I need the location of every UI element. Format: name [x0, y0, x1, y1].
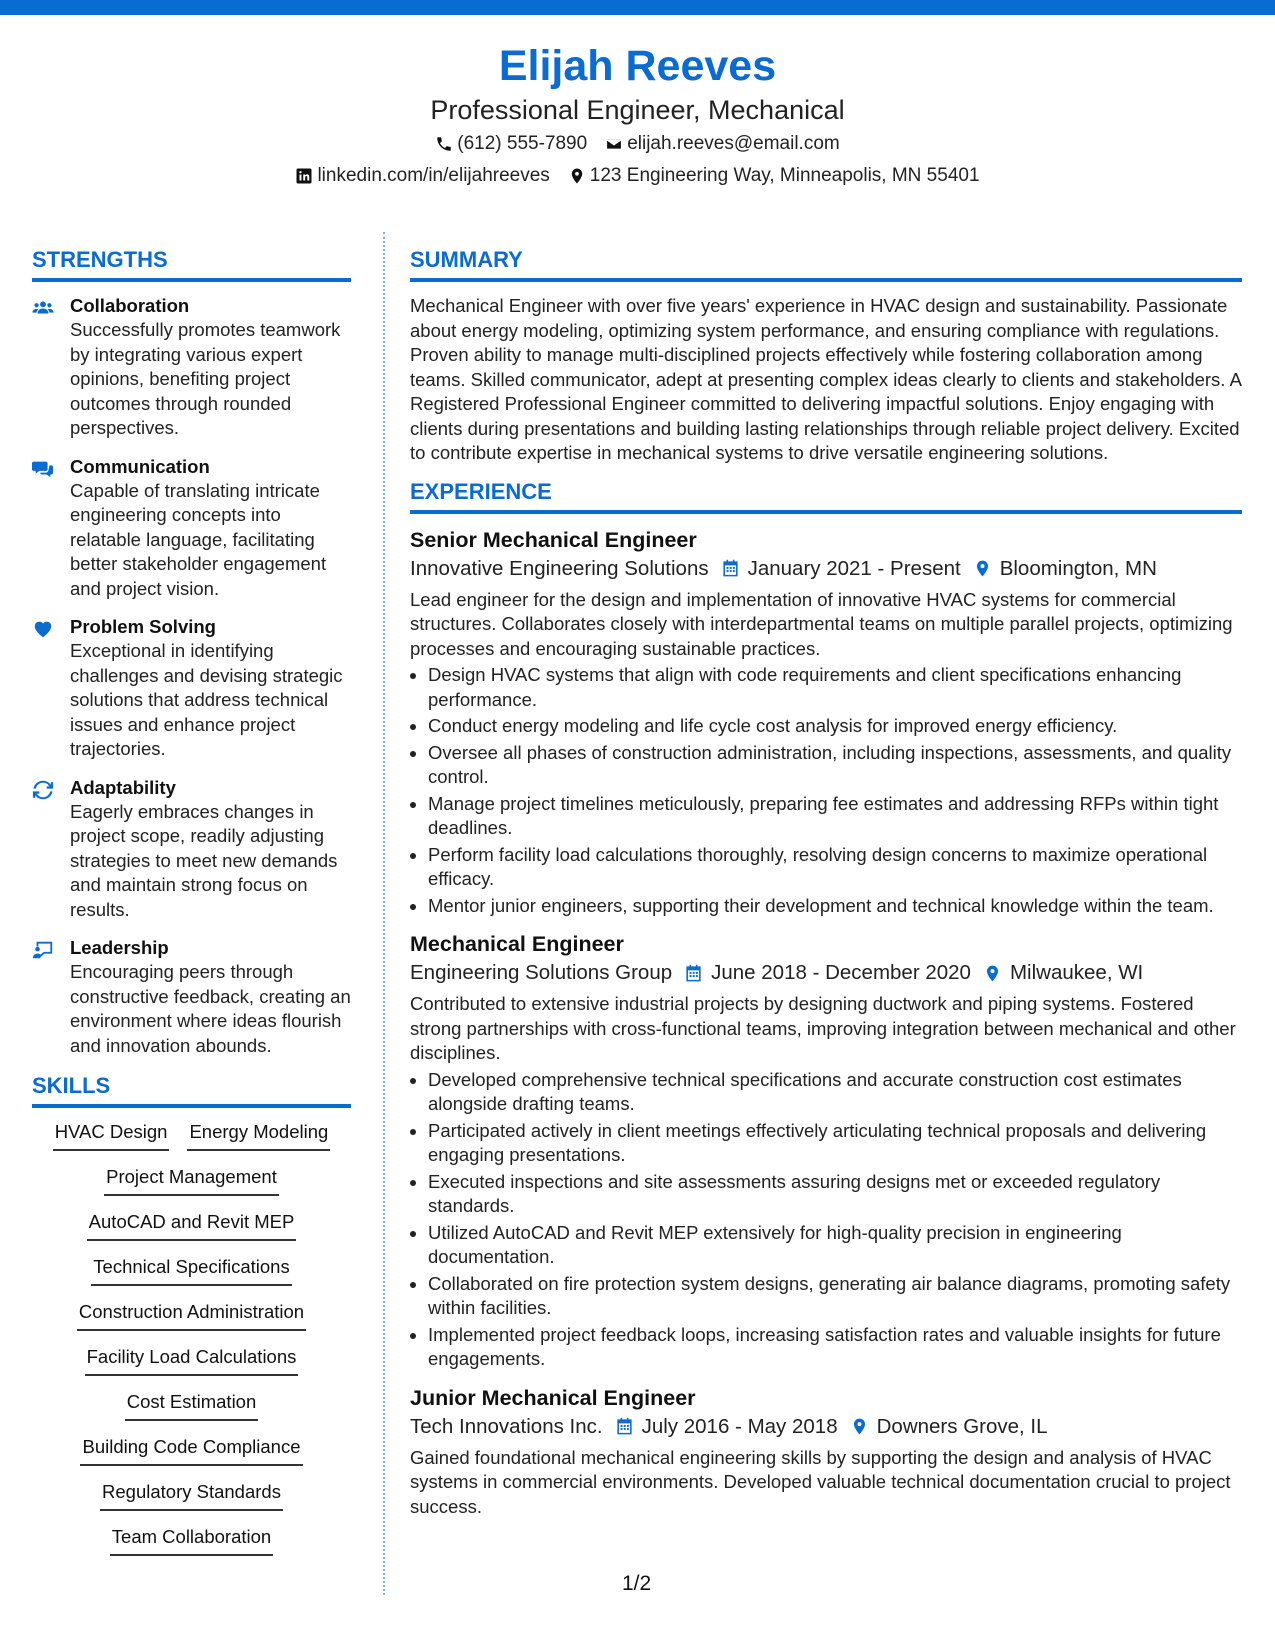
strength-title: Communication [70, 455, 210, 477]
heart-icon [32, 618, 54, 640]
map-pin-icon [568, 167, 586, 185]
bullet-item: • Collaborated on fire protection system designs, generating air balance diagrams, promoting safety within facilities. [428, 1272, 1242, 1321]
skills-list [32, 1120, 351, 1570]
contact-line-1 [0, 130, 1275, 158]
skill-tag: Technical Specifications [91, 1255, 291, 1286]
bullet-item: • Perform facility load calculations thoroughly, resolving design concerns to maximize operational efficacy. [428, 843, 1242, 892]
company-name: Engineering Solutions Group [410, 961, 673, 984]
phone-contact[interactable] [435, 130, 587, 158]
linkedin-contact[interactable] [295, 162, 549, 190]
skill-tag: Team Collaboration [110, 1525, 273, 1556]
job-meta [410, 1412, 1242, 1442]
strength-description: Eagerly embraces changes in project scope, readily adjusting strategies to meet new demands and maintain strong focus on results. [70, 800, 338, 920]
job-description: Lead engineer for the design and implementation of innovative HVAC systems for commercial structures. Collaborates closely with interdepartmental teams on multiple parallel projects, optimizing processes and encouraging sustainable practices. [410, 588, 1233, 659]
skills-heading: SKILLS [32, 1072, 351, 1108]
resume-header [0, 40, 1275, 190]
contact-line-2 [0, 162, 1275, 190]
top-accent-bar [0, 0, 1275, 15]
strength-title: Leadership [70, 937, 169, 958]
bullet-item: • Conduct energy modeling and life cycle cost analysis for improved energy efficiency. [428, 714, 1242, 739]
linkedin-text: linkedin.com/in/elijahreeves [317, 165, 550, 186]
skill-tag: Cost Estimation [125, 1390, 259, 1421]
job-title: Senior Mechanical Engineer [410, 527, 697, 552]
calendar-icon [684, 964, 703, 983]
skill-tag: Regulatory Standards [100, 1480, 283, 1511]
users-icon [32, 297, 54, 319]
job-meta [410, 958, 1242, 988]
phone-text: (612) 555-7890 [457, 133, 588, 154]
skill-tag: AutoCAD and Revit MEP [87, 1210, 297, 1241]
calendar-icon [615, 1417, 634, 1436]
email-text: elijah.reeves@email.com [627, 133, 840, 154]
strength-description: Capable of translating intricate engineering concepts into relatable language, facilitating better stakeholder engagement and project vision. [70, 479, 327, 599]
column-divider [383, 232, 385, 1595]
comments-icon [32, 458, 54, 480]
map-pin-icon [850, 1417, 869, 1436]
job-entry [410, 930, 1242, 1372]
company-name: Innovative Engineering Solutions [410, 556, 709, 580]
skill-tag: HVAC Design [53, 1120, 170, 1151]
job-dates: January 2021 - Present [747, 556, 961, 580]
job-description: Gained foundational mechanical engineering skills by supporting the design and analysis of HVAC systems in commercial environments. Developed valuable technical documentation crucial to project success. [410, 1446, 1231, 1517]
strength-title: Problem Solving [70, 616, 216, 637]
strength-title: Collaboration [70, 295, 190, 316]
map-pin-icon [983, 964, 1002, 983]
address-contact [568, 162, 980, 190]
sync-icon [32, 779, 54, 801]
map-pin-icon [973, 559, 992, 578]
job-title: Mechanical Engineer [410, 932, 624, 956]
skill-tag: Energy Modeling [187, 1120, 330, 1151]
candidate-title: Professional Engineer, Mechanical [430, 95, 845, 125]
job-description: Contributed to extensive industrial projects by designing ductwork and piping systems. Fostered strong partnerships with cross-functional teams, improving integration between mechanical and other disciplines. [410, 993, 1236, 1063]
page-number: 1/2 [622, 1572, 652, 1595]
experience-heading: EXPERIENCE [410, 478, 1242, 514]
phone-icon [435, 135, 453, 153]
bullet-item: • Design HVAC systems that align with code requirements and client specifications enhancing performance. [428, 663, 1242, 712]
job-dates: July 2016 - May 2018 [641, 1414, 838, 1438]
envelope-icon [605, 135, 623, 153]
strength-description: Exceptional in identifying challenges and devising strategic solutions that address technical issues and enhance project trajectories. [70, 640, 343, 759]
presenter-icon [32, 939, 54, 961]
strength-description: Successfully promotes teamwork by integrating various expert opinions, benefiting project outcomes through rounded perspectives. [70, 319, 341, 438]
bullet-item: • Developed comprehensive technical specifications and accurate construction cost estimates alongside drafting teams. [428, 1068, 1242, 1117]
job-bullets [410, 1068, 1242, 1372]
bullet-item: • Manage project timelines meticulously, preparing fee estimates and addressing RFPs within tight deadlines. [428, 792, 1242, 841]
skill-tag: Building Code Compliance [80, 1435, 302, 1466]
job-bullets [410, 663, 1242, 918]
job-entry [410, 1384, 1242, 1520]
address-text: 123 Engineering Way, Minneapolis, MN 55401 [589, 165, 980, 186]
job-entry [410, 526, 1242, 919]
job-location: Downers Grove, IL [876, 1414, 1048, 1438]
strength-item [32, 294, 351, 441]
strength-item [32, 936, 351, 1058]
strength-title: Adaptability [70, 776, 176, 798]
summary-heading: SUMMARY [410, 246, 1242, 282]
strength-item [32, 776, 351, 923]
strengths-heading: STRENGTHS [32, 246, 351, 282]
candidate-name: Elijah Reeves [498, 42, 777, 90]
job-dates: June 2018 - December 2020 [711, 961, 971, 984]
bullet-item: • Implemented project feedback loops, increasing satisfaction rates and valuable insights for future engagements. [428, 1323, 1242, 1372]
email-contact[interactable] [605, 130, 840, 158]
job-title: Junior Mechanical Engineer [410, 1385, 696, 1410]
calendar-icon [721, 559, 740, 578]
skill-tag: Project Management [104, 1165, 279, 1196]
company-name: Tech Innovations Inc. [410, 1414, 603, 1438]
summary-text: Mechanical Engineer with over five years' experience in HVAC design and sustainability. Passionate about energy modeling, optimizing system performance, and ensuring compliance with regulations. Proven ability to manage multi-disciplined projects effectively while fostering collaboration among teams. Skilled communicator, adept at presenting complex ideas clearly to clients and stakeholders. A Registered Professional Engineer committed to delivering impactful solutions. Enjoy engaging with clients during presentations and building lasting relationships through reliable project delivery. Excited to contribute expertise in mechanical systems to drive versatile engineering solutions. [410, 295, 1241, 463]
strength-item [32, 615, 351, 762]
bullet-item: • Executed inspections and site assessments assuring designs met or exceeded regulatory standards. [428, 1170, 1242, 1219]
strength-item [32, 455, 351, 602]
bullet-item: • Mentor junior engineers, supporting their development and technical knowledge within the team. [428, 894, 1242, 919]
right-column [410, 246, 1242, 1531]
strength-description: Encouraging peers through constructive feedback, creating an environment where ideas flourish and innovation abounds. [70, 961, 351, 1056]
skill-tag: Construction Administration [77, 1300, 306, 1331]
linkedin-icon [295, 167, 313, 185]
skill-tag: Facility Load Calculations [85, 1345, 299, 1376]
left-column [32, 246, 351, 1570]
bullet-item: • Utilized AutoCAD and Revit MEP extensively for high-quality precision in engineering documentation. [428, 1221, 1242, 1270]
job-meta [410, 554, 1242, 584]
bullet-item: • Oversee all phases of construction administration, including inspections, assessments, and quality control. [428, 741, 1242, 790]
job-location: Milwaukee, WI [1009, 961, 1144, 984]
bullet-item: • Participated actively in client meetings effectively articulating technical proposals and delivering engaging presentations. [428, 1119, 1242, 1168]
job-location: Bloomington, MN [999, 556, 1157, 580]
